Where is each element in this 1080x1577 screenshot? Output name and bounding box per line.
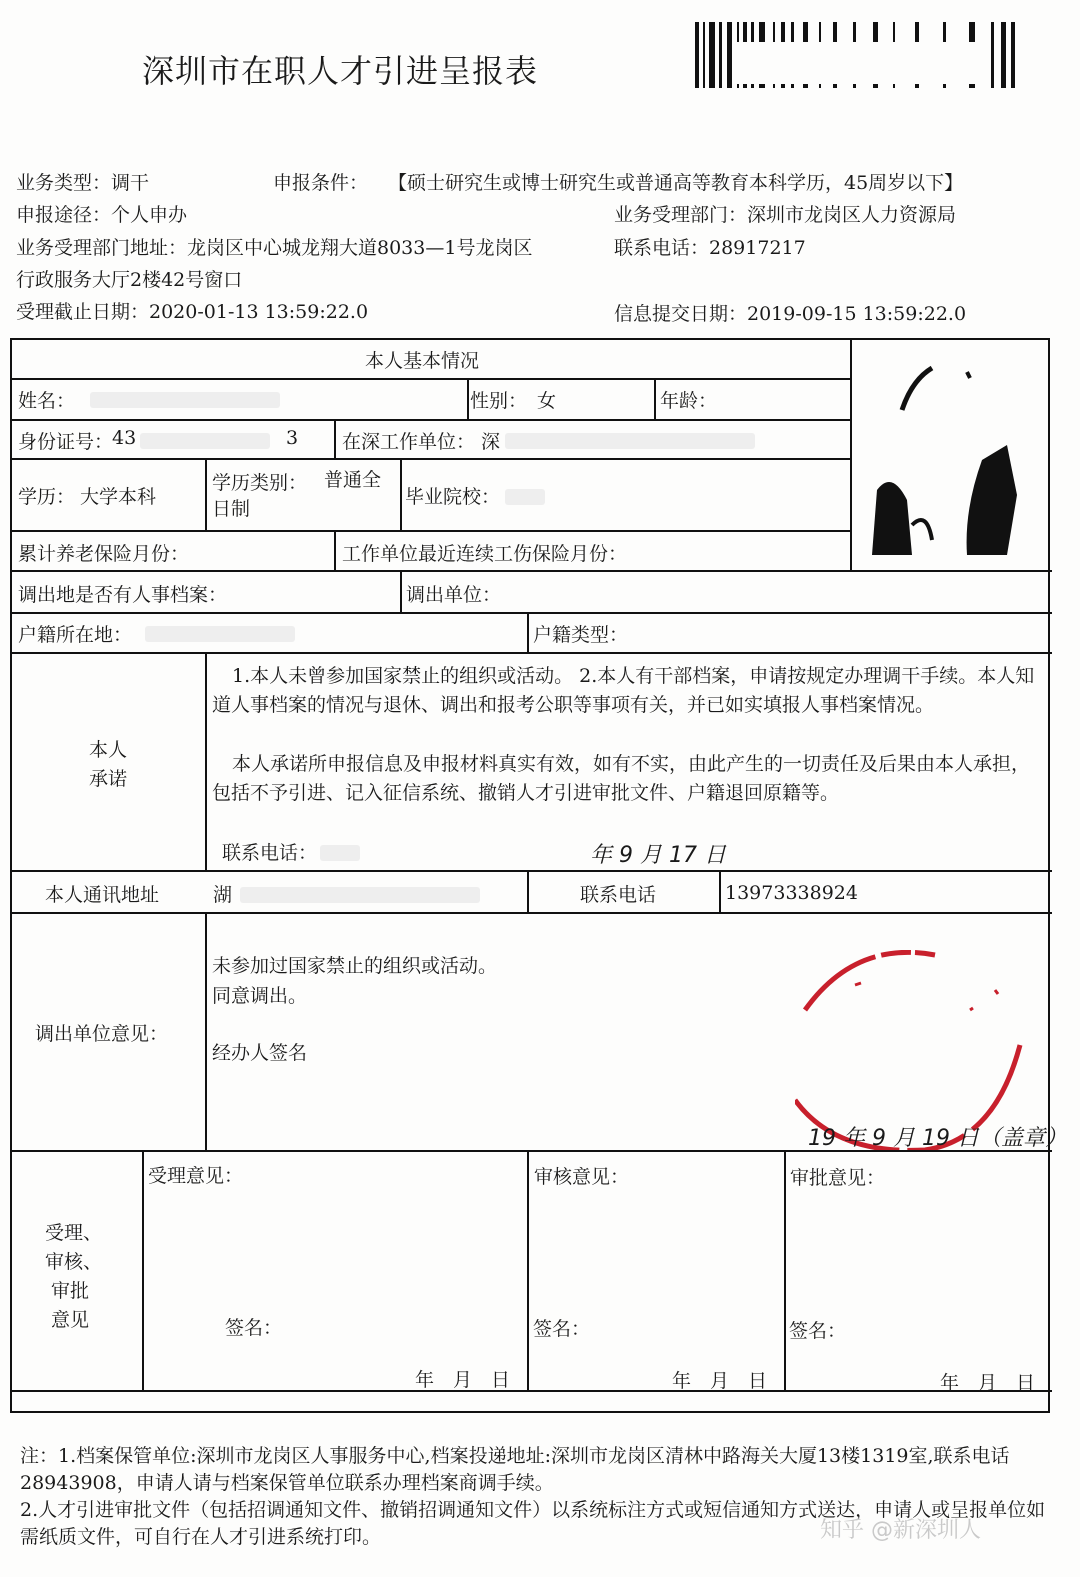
workplace-label: 在深工作单位： (342, 431, 476, 453)
gender-value: 女 (537, 390, 557, 412)
submit-date: 信息提交日期：2019-09-15 13:59:22.0 (614, 303, 967, 325)
review-opinion-label: 审核意见： (534, 1166, 630, 1188)
note-1: 注：1.档案保管单位:深圳市龙岗区人事服务中心,档案投递地址:深圳市龙岗区清林中路海关大厦13楼1319室,联系电话28943908，申请人请与档案保管单位联系办理档案商调手续。 (20, 1445, 1010, 1494)
id-photo (872, 350, 1022, 555)
contact-phone-value: 13973338924 (725, 882, 858, 904)
approve-date: 年 月 日 (940, 1372, 1036, 1394)
accept-sign-label: 签名： (225, 1317, 283, 1339)
pension-label: 累计养老保险月份： (18, 543, 190, 565)
approval-label-3: 审批 (51, 1280, 90, 1302)
school-label: 毕业院校： (405, 486, 501, 508)
basic-info-heading: 本人基本情况 (365, 350, 480, 372)
department-address-2: 行政服务大厅2楼42号窗口 (16, 269, 243, 291)
hukou-type-label: 户籍类型： (533, 624, 629, 646)
barcode (693, 22, 1025, 88)
conditions-value: 【硕士研究生或博士研究生或普通高等教育本科学历，45周岁以下】 (388, 172, 964, 194)
injury-insurance-label: 工作单位最近连续工伤保险月份： (342, 543, 628, 565)
redacted-school (505, 489, 545, 505)
out-opinion-line-1: 未参加过国家禁止的组织或活动。 (212, 955, 498, 977)
archive-label: 调出地是否有人事档案： (18, 584, 228, 606)
department-address: 业务受理部门地址：龙岗区中心城龙翔大道8033—1号龙岗区 (16, 237, 533, 259)
promise-label-1: 本人 (89, 739, 128, 761)
business-type: 业务类型：调干 (16, 172, 150, 194)
address-label: 本人通讯地址 (45, 884, 160, 906)
accept-opinion-label: 受理意见： (148, 1165, 244, 1187)
id-prefix: 43 (112, 427, 137, 449)
promise-label-2: 承诺 (89, 768, 128, 790)
redacted-promise-phone (320, 845, 360, 861)
review-sign-label: 签名： (533, 1318, 591, 1340)
department-phone: 联系电话：28917217 (614, 237, 806, 259)
form-title: 深圳市在职人才引进呈报表 (142, 52, 539, 90)
education-label: 学历： (18, 486, 76, 508)
redacted-workplace (505, 433, 755, 449)
approval-label-4: 意见 (51, 1309, 90, 1331)
redacted-id (140, 433, 270, 449)
approve-sign-label: 签名： (789, 1320, 847, 1342)
gender-label: 性别： (470, 390, 528, 412)
promise-date: 年 9 月 17 日 (590, 843, 726, 868)
contact-phone-label: 联系电话 (580, 884, 657, 906)
workplace-value: 深 (481, 431, 501, 453)
name-label: 姓名： (18, 390, 76, 412)
approval-label-1: 受理、 (45, 1222, 103, 1244)
id-suffix: 3 (286, 427, 299, 449)
out-unit-label: 调出单位： (406, 584, 502, 606)
education-type-value: 普通全日制 (212, 469, 382, 520)
approve-opinion-label: 审批意见： (790, 1167, 886, 1189)
education-type-label: 学历类别： (212, 472, 308, 494)
out-opinion-date: 19 年 9 月 19 日（盖章） (808, 1126, 1067, 1151)
out-opinion-label: 调出单位意见： (35, 1023, 169, 1045)
promise-text-1: 1.本人未曾参加国家禁止的组织或活动。 2.本人有干部档案，申请按规定办理调干手续。本人知道人事档案的情况与退休、调出和报考公职等事项有关，并已如实填报人事档案情况。 (212, 665, 1035, 716)
id-label: 身份证号： (18, 431, 114, 453)
age-label: 年龄： (660, 390, 718, 412)
accept-date: 年 月 日 (415, 1369, 511, 1391)
official-seal (795, 950, 1025, 1150)
education-value: 大学本科 (80, 486, 157, 508)
deadline-date: 受理截止日期：2020-01-13 13:59:22.0 (16, 301, 369, 323)
address-value: 湖 (213, 884, 233, 906)
promise-text-2: 本人承诺所申报信息及申报材料真实有效，如有不实，由此产生的一切责任及后果由本人承担，包括不予引进、记入征信系统、撤销人才引进审批文件、户籍退回原籍等。 (212, 753, 1031, 804)
conditions-label: 申报条件： (273, 172, 369, 194)
approval-label-2: 审核、 (45, 1251, 103, 1273)
review-date: 年 月 日 (672, 1370, 768, 1392)
declare-route: 申报途径：个人申办 (16, 204, 188, 226)
hukou-label: 户籍所在地： (18, 624, 133, 646)
promise-contact-label: 联系电话： (222, 842, 318, 864)
redacted-name (90, 392, 280, 408)
department: 业务受理部门：深圳市龙岗区人力资源局 (614, 204, 957, 226)
note-2: 2.人才引进审批文件（包括招调通知文件、撤销招调通知文件）以系统标注方式或短信通知方式送达，申请人或呈报单位如需纸质文件，可自行在人才引进系统打印。 (20, 1499, 1046, 1548)
out-opinion-line-2: 同意调出。 (212, 985, 308, 1007)
redacted-address (240, 887, 480, 903)
watermark: 知乎 @新深圳人 (820, 1518, 981, 1543)
redacted-hukou (145, 626, 295, 642)
out-signer-label: 经办人签名 (212, 1042, 308, 1064)
